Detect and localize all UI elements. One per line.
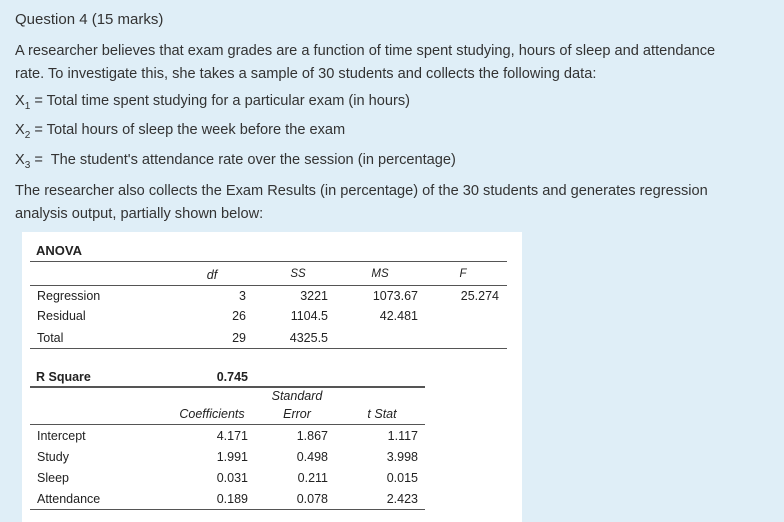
- ss-value: 3221: [300, 289, 328, 303]
- intro-line-2: rate. To investigate this, she takes a sample of 30 students and collects the following data:: [15, 66, 597, 82]
- row-label: Regression: [37, 289, 101, 303]
- outro-paragraph: [15, 180, 755, 226]
- anova-header-df: df: [206, 268, 218, 282]
- f-value: 25.274: [460, 289, 499, 303]
- coef-bottom-rule: [30, 509, 425, 510]
- row-label: Total: [37, 331, 64, 345]
- coef-value: 1.991: [216, 450, 248, 464]
- variable-symbol: X: [15, 152, 25, 168]
- row-label: Attendance: [37, 492, 101, 506]
- coef-header-se-line2: Error: [283, 407, 311, 421]
- intro-line-1: A researcher believes that exam grades are a function of time spent studying, hours of sleep and attendance: [15, 43, 716, 59]
- coef-value: 4.171: [216, 429, 248, 443]
- coef-header-coefficients: Coefficients: [179, 407, 245, 421]
- variable-symbol: X: [15, 93, 25, 109]
- se-value: 0.078: [296, 492, 328, 506]
- anova-header-ms: MS: [371, 268, 389, 280]
- coef-value: 0.189: [216, 492, 248, 506]
- outro-line-2: analysis output, partially shown below:: [15, 206, 264, 222]
- rsquare-rule: [30, 386, 425, 388]
- coef-header-se-line1: Standard: [271, 389, 323, 403]
- se-value: 0.498: [296, 450, 328, 464]
- row-label: Residual: [37, 309, 86, 323]
- rsquare-value: 0.745: [216, 370, 248, 384]
- tstat-value: 1.117: [387, 429, 418, 443]
- ss-value: 4325.5: [289, 331, 328, 345]
- row-label: Sleep: [37, 471, 69, 485]
- variable-x1: [15, 93, 410, 112]
- anova-bottom-rule: [30, 348, 507, 349]
- anova-header-f: F: [459, 268, 467, 280]
- variable-subscript: 2: [24, 129, 31, 141]
- df-value: 26: [232, 309, 246, 323]
- variable-description: = Total hours of sleep the week before the exam: [30, 122, 346, 138]
- variable-x2: [15, 122, 345, 141]
- anova-top-rule: [30, 261, 507, 262]
- variable-subscript: 3: [24, 159, 31, 171]
- coef-header-tstat: t Stat: [367, 407, 397, 421]
- variable-description: = The student's attendance rate over the session (in percentage): [30, 152, 456, 168]
- df-value: 29: [232, 331, 246, 345]
- ms-value: 1073.67: [372, 289, 418, 303]
- variable-description: = Total time spent studying for a particular exam (in hours): [30, 93, 411, 109]
- intro-paragraph: [15, 40, 755, 86]
- ss-value: 1104.5: [290, 309, 328, 323]
- rsquare-label: R Square: [36, 370, 91, 384]
- variable-symbol: X: [15, 122, 25, 138]
- anova-header-ss: SS: [290, 268, 306, 280]
- tstat-value: 0.015: [386, 471, 418, 485]
- tstat-value: 3.998: [386, 450, 418, 464]
- se-value: 0.211: [297, 471, 328, 485]
- anova-title: ANOVA: [36, 243, 82, 258]
- ms-value: 42.481: [379, 309, 418, 323]
- regression-output-image: [22, 232, 522, 522]
- se-value: 1.867: [296, 429, 328, 443]
- question-title: Question 4 (15 marks): [15, 11, 164, 28]
- outro-line-1: The researcher also collects the Exam Results (in percentage) of the 30 students and generates regression: [15, 183, 708, 199]
- tstat-value: 2.423: [386, 492, 418, 506]
- anova-header-rule: [30, 285, 507, 286]
- coef-header-rule: [30, 424, 425, 425]
- variable-x3: [15, 152, 456, 171]
- row-label: Intercept: [37, 429, 86, 443]
- coef-value: 0.031: [216, 471, 248, 485]
- df-value: 3: [239, 289, 246, 303]
- variable-subscript: 1: [24, 100, 31, 112]
- row-label: Study: [37, 450, 69, 464]
